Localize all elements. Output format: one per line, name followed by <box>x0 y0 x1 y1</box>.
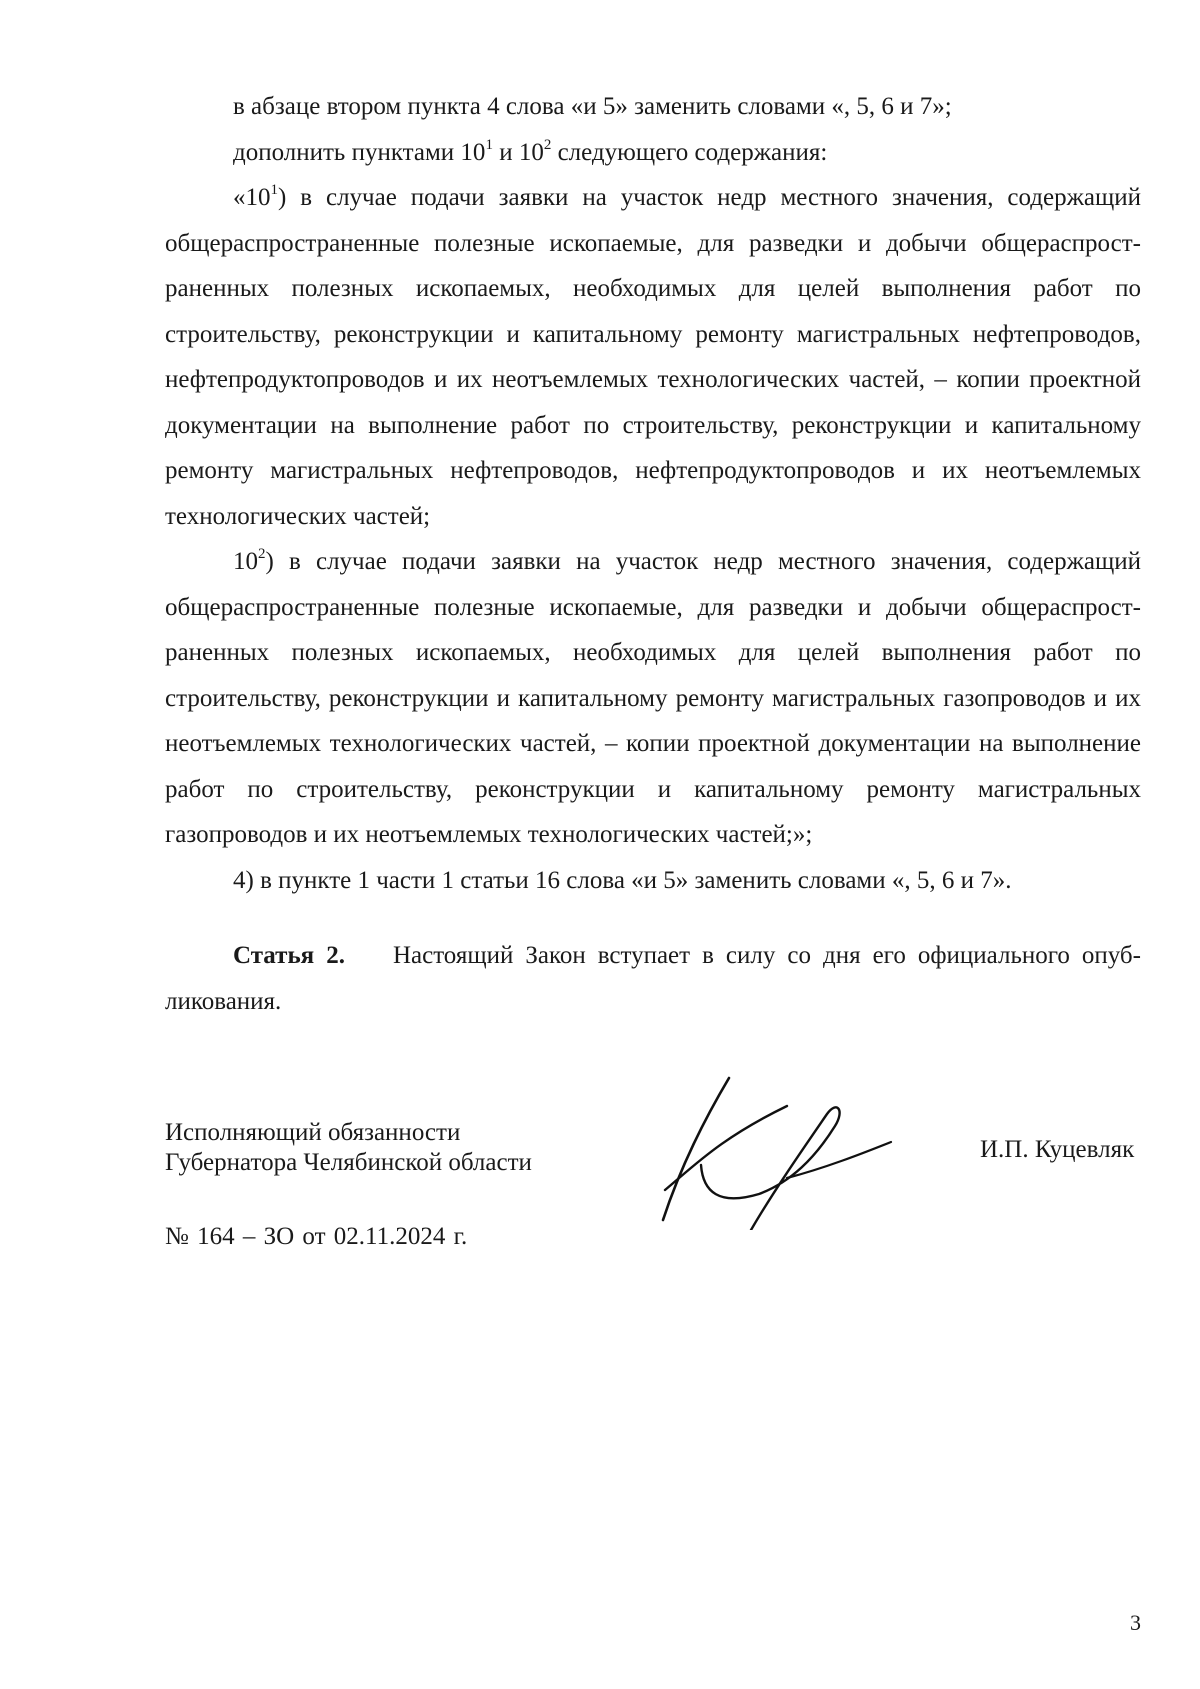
document-number: № 164 – ЗО от 02.11.2024 г. <box>165 1223 468 1250</box>
article-2-label: Статья 2. <box>233 942 345 969</box>
signatory-title <box>165 1118 532 1178</box>
article-2 <box>165 933 1141 1024</box>
paragraph-amend-clause-4: в абзаце втором пункта 4 слова «и 5» заменить словами «, 5, 6 и 7»; <box>233 93 952 120</box>
paragraph-amend-article-16: 4) в пункте 1 части 1 статьи 16 слова «и 5» заменить словами «, 5, 6 и 7». <box>233 866 1012 894</box>
handwritten-signature <box>655 1070 895 1230</box>
paragraph-point-10-2: $10^2$) в случае подачи заявки на участок недр местного значения, содержащий общераспространенные полезные ископаемые, для разведки и добычи общераспространенных полезных ископаемых, необходимых для целей выполнения работ по строительству, реконструкции и капитальному ремонту магистральных газопроводов и их неотъемлемых технологических частей, – копии проектной документации на выполнение работ по строительству, реконструкции и капитальному ремонту магистральных газопроводов и их неотъемлемых технологических частей;»; <box>165 546 1141 848</box>
signatory-title-line1: Исполняющий обязанности <box>165 1119 461 1146</box>
signatory-name: И.П. Куцевляк <box>980 1136 1135 1163</box>
article-2-text: Настоящий Закон вступает в силу со дня его официального опубликования. <box>165 942 1141 1015</box>
signatory-title-line2: Губернатора Челябинской области <box>165 1149 532 1176</box>
paragraph-point-10-1: «$10^1$) в случае подачи заявки на участок недр местного значения, содержащий общераспространенные полезные ископаемые, для разведки и добычи общераспространенных полезных ископаемых, необходимых для целей выполнения работ по строительству, реконструкции и капитальному ремонту магистральных нефтепроводов, нефтепродуктопроводов и их неотъемлемых технологических частей, – копии проектной документации на выполнение работ по строительству, реконструкции и капитальному ремонту магистральных нефтепроводов, нефтепродуктопроводов и их неотъемлемых технологических частей; <box>165 182 1141 530</box>
document-body <box>165 84 1141 1024</box>
page-number: 3 <box>1130 1610 1141 1635</box>
paragraph-add-points: дополнить пунктами $10^1$ и $10^2$ следующего содержания: <box>233 136 828 166</box>
